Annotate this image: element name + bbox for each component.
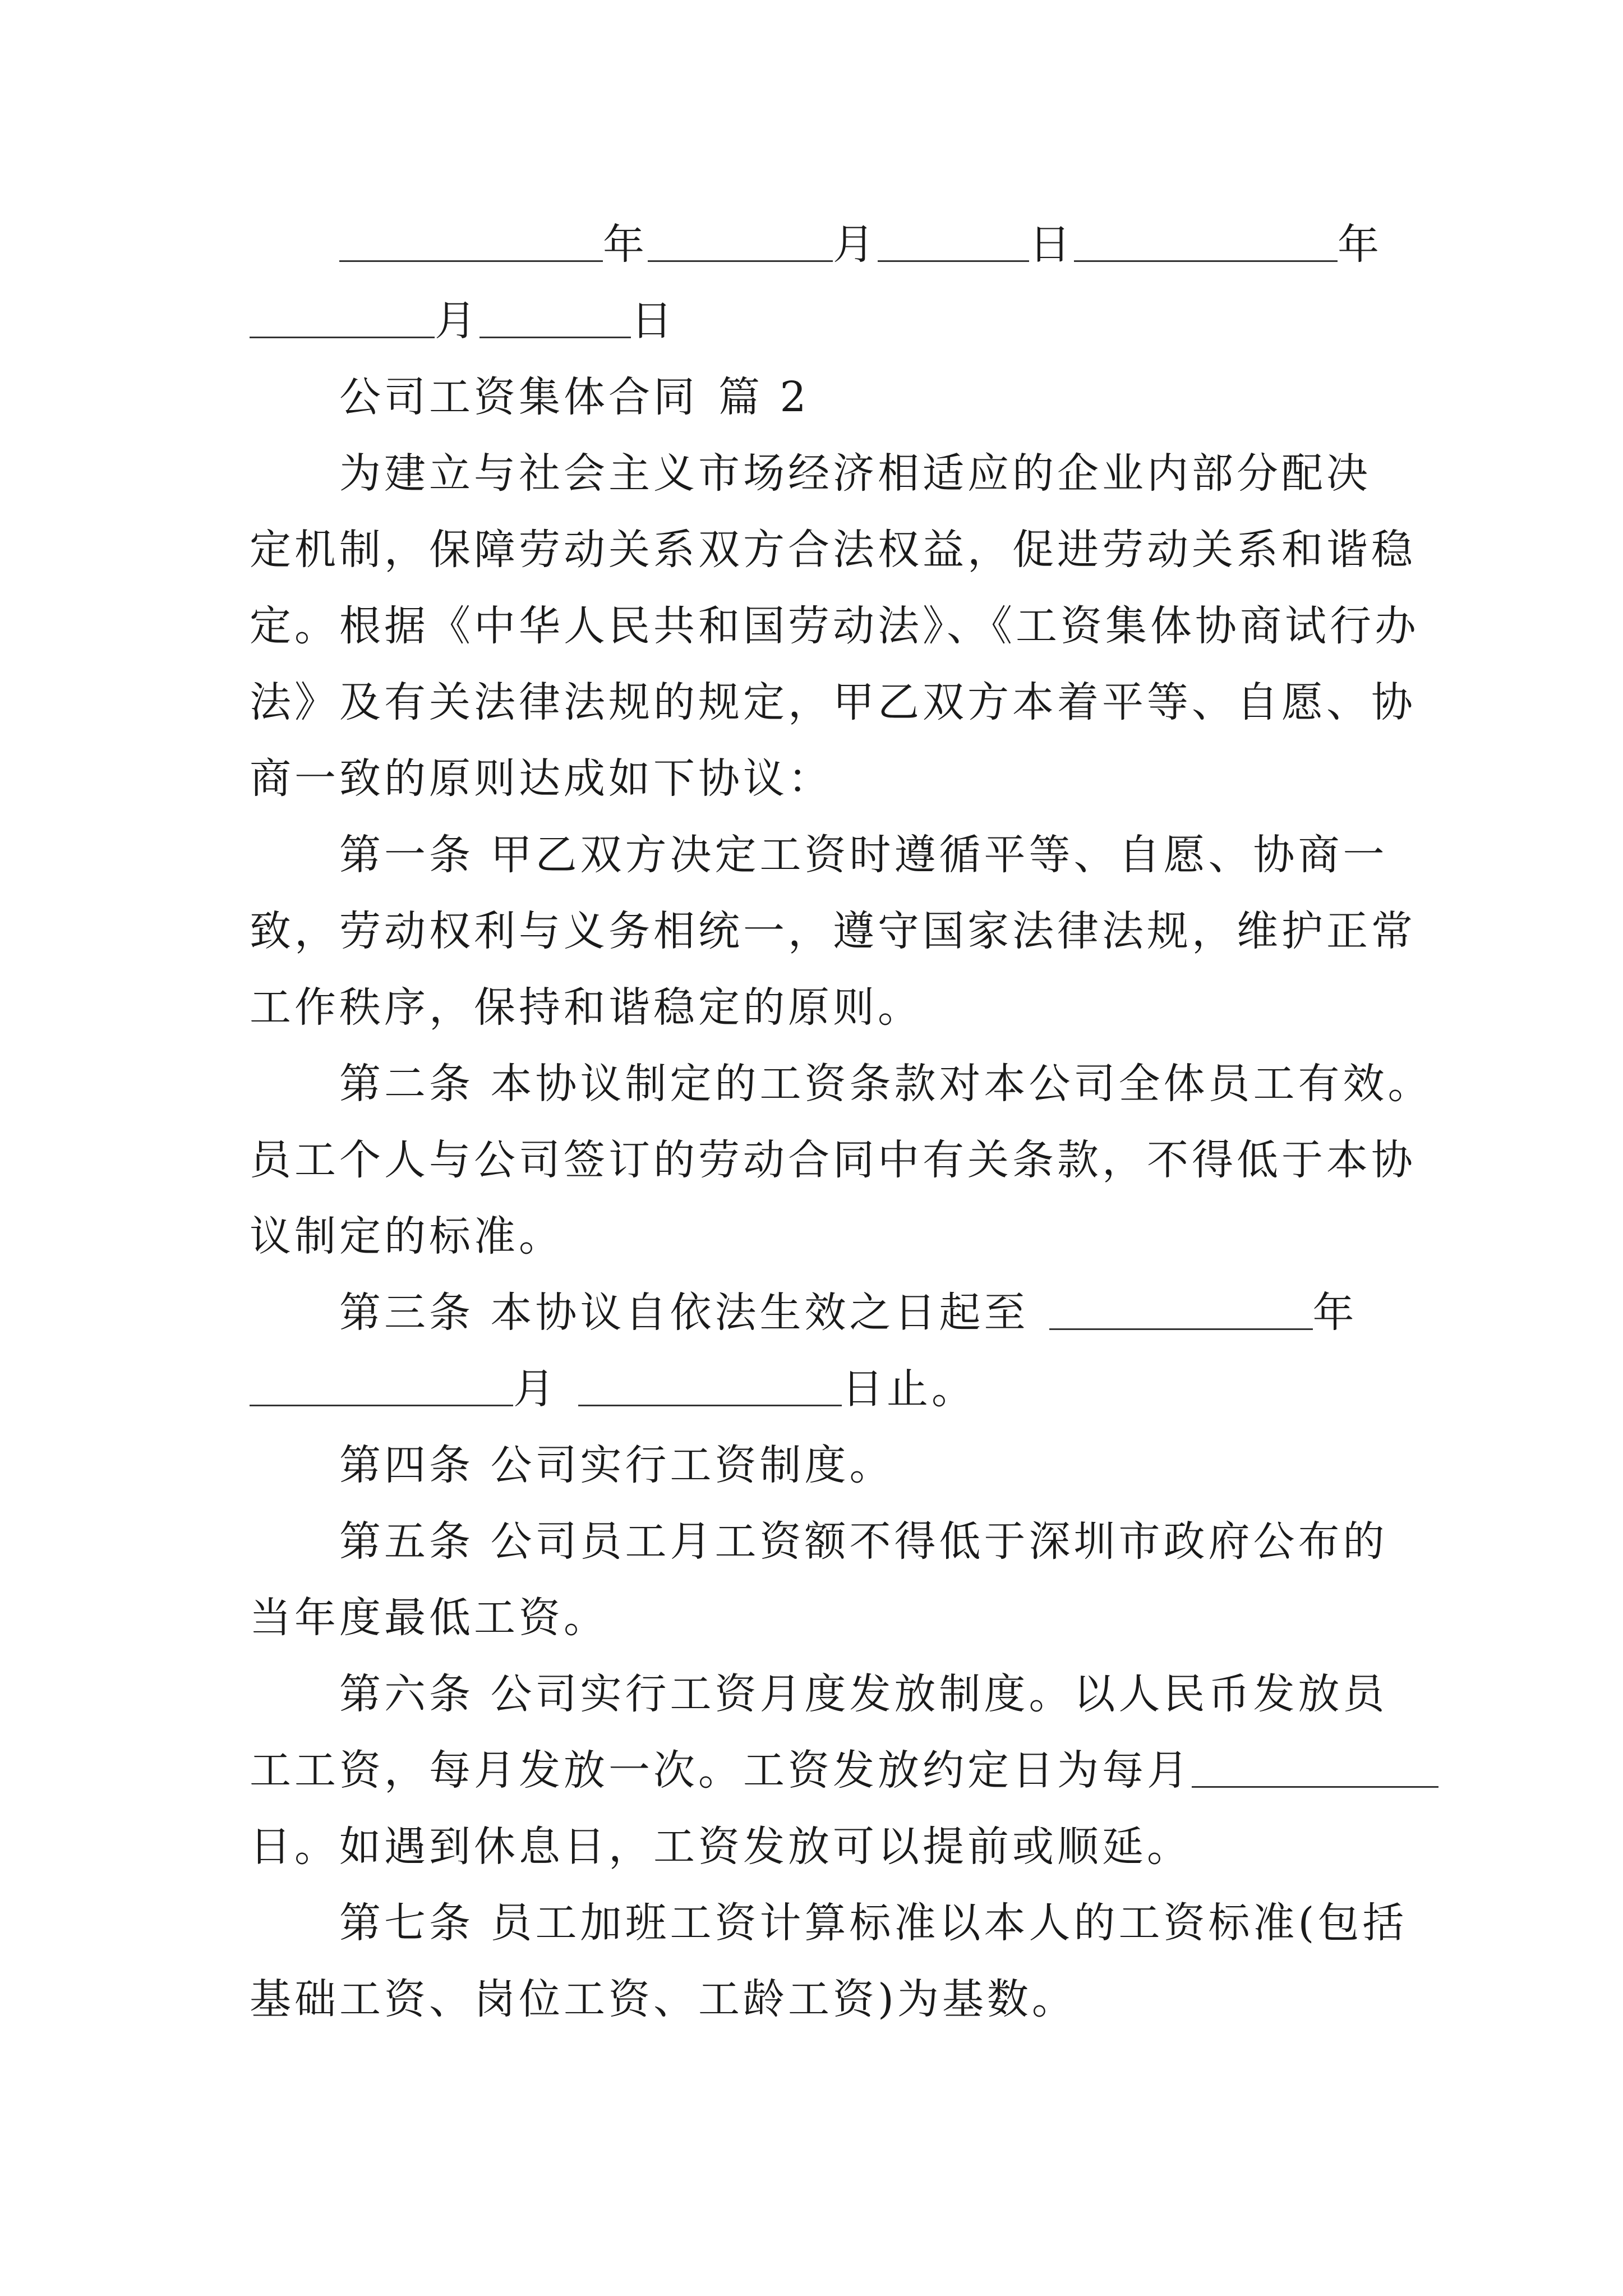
article-3-month-blank	[250, 1365, 513, 1406]
intro-line: 商一致的原则达成如下协议：	[250, 754, 833, 803]
article-2-line: 第二条 本协议制定的工资条款对本公司全体员工有效。	[339, 1060, 1433, 1108]
article-3-year-blank	[1049, 1289, 1313, 1330]
article-3-line-2	[250, 1361, 976, 1417]
article-2-line: 议制定的标准。	[250, 1212, 564, 1260]
intro-line: 定机制，保障劳动关系双方合法权益，促进劳动关系和谐稳	[250, 526, 1416, 574]
year-label-2: 年	[1338, 220, 1382, 269]
article-7-line: 基础工资、岗位工资、工龄工资)为基数。	[250, 1975, 1077, 2023]
article-3-prefix: 第三条 本协议自依法生效之日起至	[339, 1289, 1029, 1337]
section-title: 公司工资集体合同	[339, 373, 698, 421]
year-blank	[339, 221, 603, 262]
article-1-line: 工作秩序，保持和谐稳定的原则。	[250, 983, 923, 1032]
month-label: 月	[833, 220, 878, 269]
month-label-2: 月	[435, 297, 479, 345]
section-heading	[339, 369, 810, 425]
article-5-line: 第五条 公司员工月工资额不得低于深圳市政府公布的	[339, 1517, 1388, 1566]
day-label-2: 日	[631, 297, 676, 345]
intro-line: 为建立与社会主义市场经济相适应的企业内部分配决	[339, 449, 1371, 498]
article-3-month: 月	[513, 1365, 558, 1413]
article-6-text: 工工资，每月发放一次。工资发放约定日为每月	[250, 1746, 1192, 1795]
year-blank-2	[1074, 221, 1338, 262]
article-1-line: 致，劳动权利与义务相统一，遵守国家法律法规，维护正常	[250, 907, 1416, 955]
intro-line: 定。根据《中华人民共和国劳动法》、《工资集体协商试行办	[250, 602, 1419, 650]
pay-day-blank	[1192, 1747, 1438, 1788]
article-3-year: 年	[1312, 1289, 1358, 1337]
day-label: 日	[1029, 220, 1074, 269]
date-line-2	[250, 293, 676, 349]
day-blank	[878, 221, 1029, 262]
article-4-line: 第四条 公司实行工资制度。	[339, 1441, 895, 1489]
article-6-line-2	[250, 1742, 1438, 1798]
section-part: 篇 2	[718, 373, 810, 421]
article-6-line-3: 日。如遇到休息日，工资发放可以提前或顺延。	[250, 1823, 1192, 1871]
article-2-line: 员工个人与公司签订的劳动合同中有关条款，不得低于本协	[250, 1136, 1416, 1184]
article-3-day-end: 日止。	[842, 1365, 976, 1413]
year-label: 年	[603, 220, 648, 269]
day-blank-2	[479, 297, 631, 338]
article-5-line: 当年度最低工资。	[250, 1594, 608, 1642]
article-3-day-blank	[578, 1365, 842, 1406]
article-6-line-1: 第六条 公司实行工资月度发放制度。以人民币发放员	[339, 1670, 1388, 1718]
article-7-line: 第七条 员工加班工资计算标准以本人的工资标准(包括	[339, 1899, 1408, 1947]
month-blank	[648, 221, 833, 262]
month-blank-2	[250, 297, 435, 338]
article-3-line-1	[339, 1285, 1358, 1341]
date-line-1	[339, 217, 1382, 273]
article-1-line: 第一条 甲乙双方决定工资时遵循平等、自愿、协商一	[339, 831, 1388, 879]
intro-line: 法》及有关法律法规的规定，甲乙双方本着平等、自愿、协	[250, 678, 1416, 726]
